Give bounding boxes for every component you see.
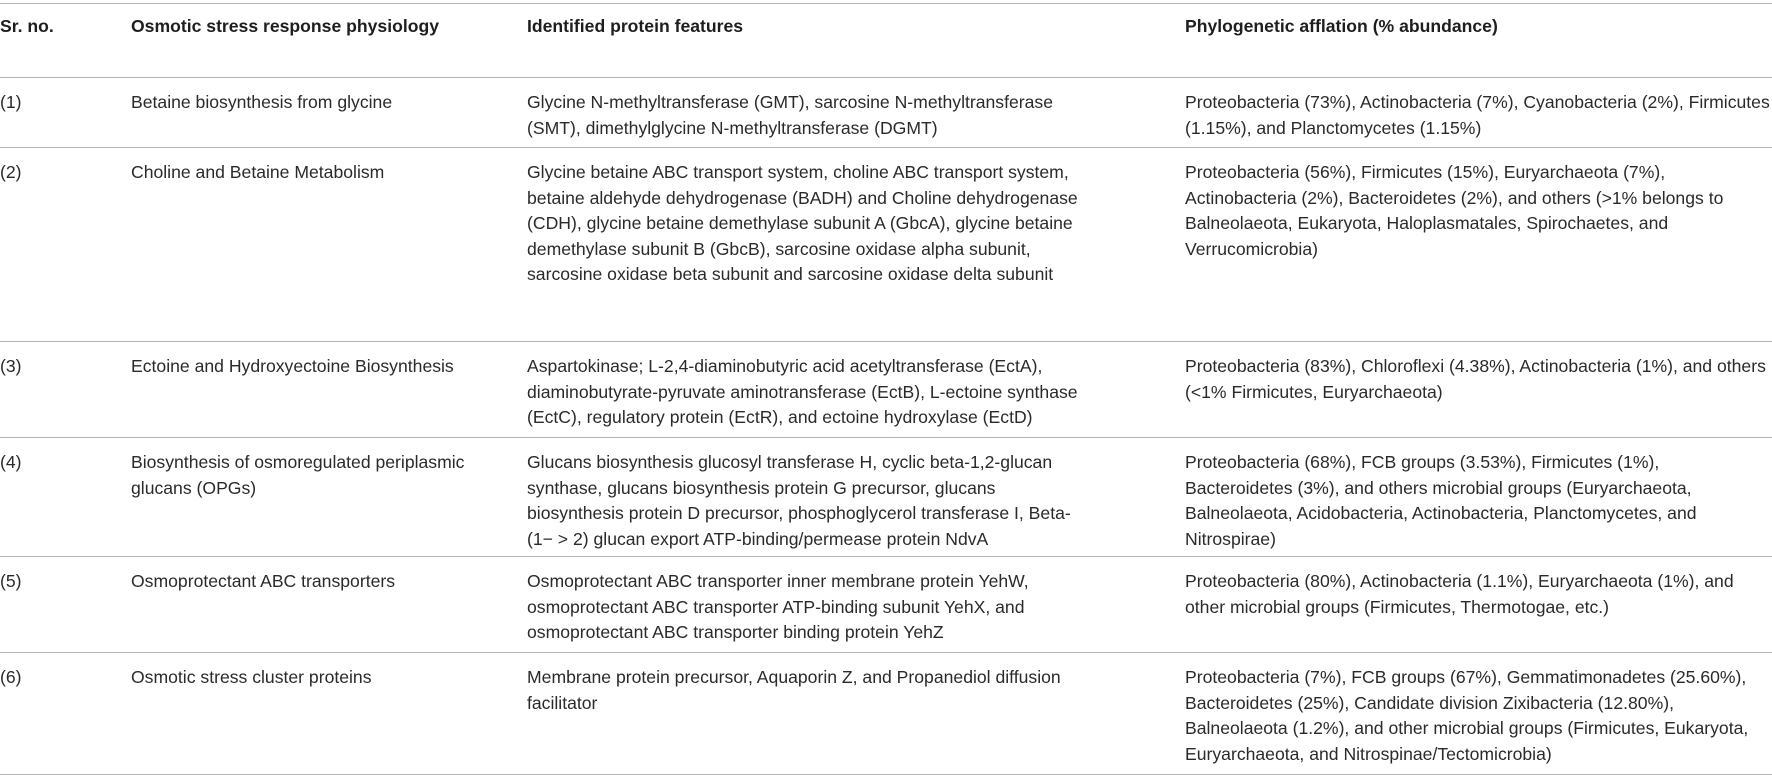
cell-phylogenetic: Proteobacteria (80%), Actinobacteria (1.1%), Euryarchaeota (1%), and other microbial groups (Firmicutes, Thermotogae, etc.) <box>1185 571 1734 617</box>
cell-physiology: Choline and Betaine Metabolism <box>131 162 385 182</box>
cell-features: Membrane protein precursor, Aquaporin Z, and Propanediol diffusion facilitator <box>527 667 1061 713</box>
cell-phylogenetic: Proteobacteria (7%), FCB groups (67%), Gemmatimonadetes (25.60%), Bacteroidetes (25%), Candidate division Zixibacteria (12.80%), Balneolaeota (1.2%), and other microbial groups (Firmicutes, Eukaryota, Euryarchaeota, and Nitrospinae/Tectomicrobia) <box>1185 667 1749 764</box>
cell-physiology: Betaine biosynthesis from glycine <box>131 92 393 112</box>
header-sr-no: Sr. no. <box>0 16 54 36</box>
cell-phylogenetic: Proteobacteria (73%), Actinobacteria (7%), Cyanobacteria (2%), Firmicutes (1.15%), and Planctomycetes (1.15%) <box>1185 92 1770 138</box>
cell-features: Aspartokinase; L-2,4-diaminobutyric acid acetyltransferase (EctA), diaminobutyrate-pyruvate aminotransferase (EctB), L-ectoine synthase (EctC), regulatory protein (EctR), and ectoine hydroxylase (EctD) <box>527 356 1078 428</box>
header-phylogenetic: Phylogenetic afflation (% abundance) <box>1185 16 1498 36</box>
cell-sr-no: (1) <box>0 92 22 112</box>
cell-phylogenetic: Proteobacteria (83%), Chloroflexi (4.38%), Actinobacteria (1%), and others (<1% Firmicutes, Euryarchaeota) <box>1185 356 1766 402</box>
cell-phylogenetic: Proteobacteria (68%), FCB groups (3.53%), Firmicutes (1%), Bacteroidetes (3%), and others microbial groups (Euryarchaeota, Balneolaeota, Acidobacteria, Actinobacteria, Planctomycetes, and Nitrospirae) <box>1185 452 1697 549</box>
header-physiology: Osmotic stress response physiology <box>131 16 439 36</box>
table-row <box>0 78 1772 148</box>
header-features: Identified protein features <box>527 16 744 36</box>
cell-features: Glucans biosynthesis glucosyl transferase H, cyclic beta-1,2-glucan synthase, glucans biosynthesis protein G precursor, glucans biosynthesis protein D precursor, phosphoglycerol transferase I, Beta-(1− > 2) glucan export ATP-binding/permease protein NdvA <box>527 452 1071 549</box>
cell-sr-no: (5) <box>0 571 22 591</box>
cell-features: Glycine betaine ABC transport system, choline ABC transport system, betaine aldehyde dehydrogenase (BADH) and Choline dehydrogenase (CDH), glycine betaine demethylase subunit A (GbcA), glycine betaine demethylase subunit B (GbcB), sarcosine oxidase alpha subunit, sarcosine oxidase beta subunit and sarcosine oxidase delta subunit <box>527 162 1078 285</box>
table-row <box>0 148 1772 342</box>
table-row <box>0 557 1772 653</box>
table-row <box>0 342 1772 438</box>
cell-sr-no: (2) <box>0 162 22 182</box>
cell-phylogenetic: Proteobacteria (56%), Firmicutes (15%), Euryarchaeota (7%), Actinobacteria (2%), Bacteroidetes (2%), and others (>1% belongs to Balneolaeota, Eukaryota, Haloplasmatales, Spirochaetes, and Verrucomicrobia) <box>1185 162 1724 259</box>
cell-sr-no: (4) <box>0 452 22 472</box>
cell-features: Glycine N-methyltransferase (GMT), sarcosine N-methyltransferase (SMT), dimethylglycine N-methyltransferase (DGMT) <box>527 92 1053 138</box>
table-header-row <box>0 3 1772 78</box>
table-row <box>0 653 1772 775</box>
cell-physiology: Biosynthesis of osmoregulated periplasmic glucans (OPGs) <box>131 452 465 498</box>
table-row <box>0 438 1772 557</box>
cell-sr-no: (3) <box>0 356 22 376</box>
cell-sr-no: (6) <box>0 667 22 687</box>
cell-features: Osmoprotectant ABC transporter inner membrane protein YehW, osmoprotectant ABC transporter ATP-binding subunit YehX, and osmoprotectant ABC transporter binding protein YehZ <box>527 571 1029 643</box>
cell-physiology: Osmotic stress cluster proteins <box>131 667 372 687</box>
osmotic-stress-table <box>0 3 1772 775</box>
cell-physiology: Osmoprotectant ABC transporters <box>131 571 396 591</box>
cell-physiology: Ectoine and Hydroxyectoine Biosynthesis <box>131 356 454 376</box>
